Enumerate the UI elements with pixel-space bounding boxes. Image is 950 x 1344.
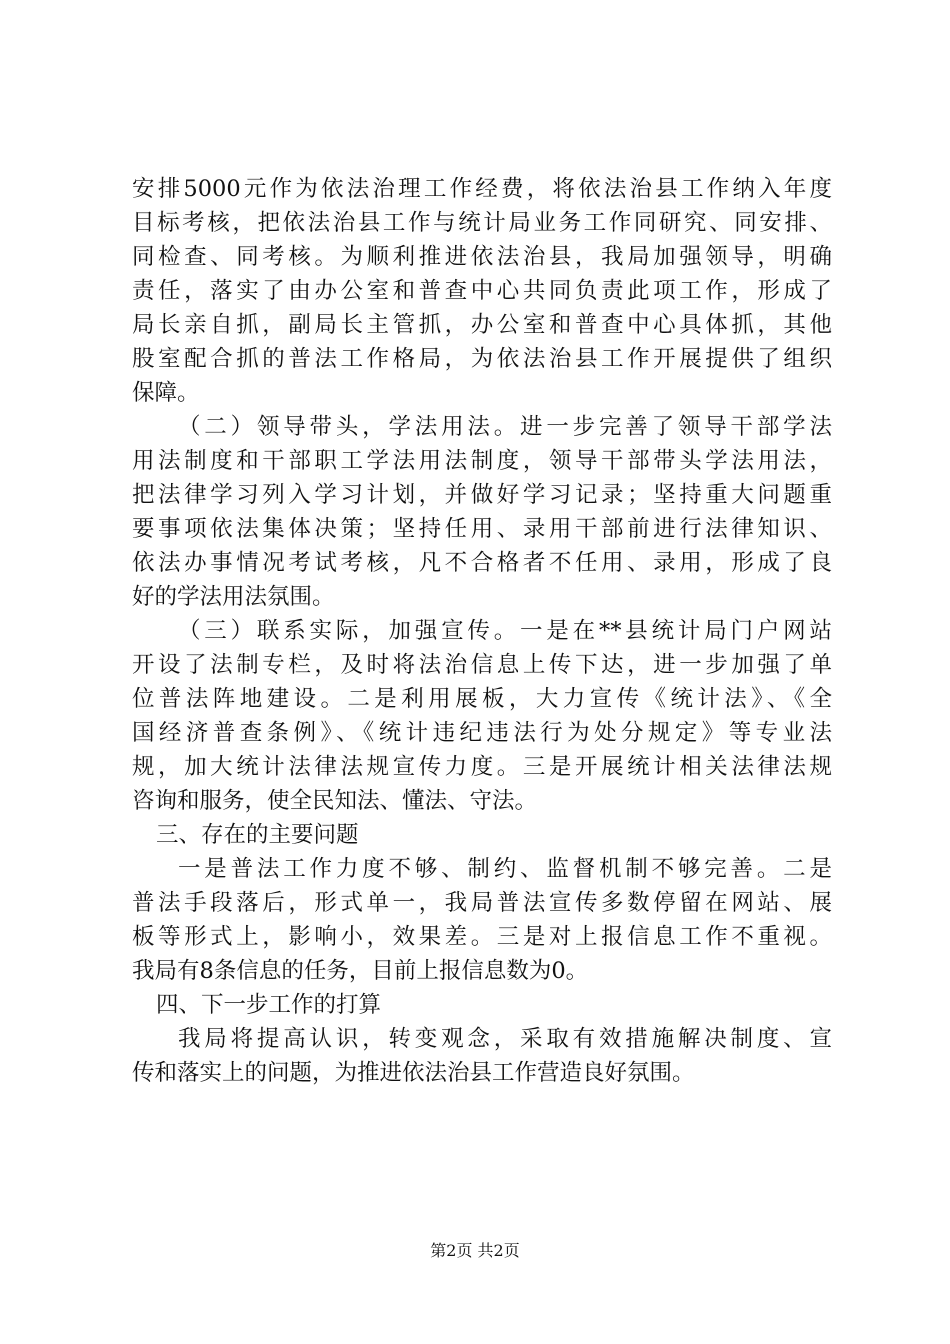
text-line: （二）领导带头，学法用法。进一步完善了领导干部学法 bbox=[178, 414, 832, 440]
text-line: 保障。 bbox=[132, 380, 200, 406]
text-line: 股室配合抓的普法工作格局，为依法治县工作开展提供了组织 bbox=[132, 346, 832, 372]
text-line: 我局将提高认识，转变观念，采取有效措施解决制度、宣 bbox=[178, 1026, 832, 1052]
text-line: 同检查、同考核。为顺利推进依法治县，我局加强领导，明确 bbox=[132, 244, 832, 270]
text-line: 开设了法制专栏，及时将法治信息上传下达，进一步加强了单 bbox=[132, 652, 832, 678]
section-heading: 四、下一步工作的打算 bbox=[156, 992, 382, 1018]
text-line: （三）联系实际，加强宣传。一是在**县统计局门户网站 bbox=[178, 618, 832, 644]
text-line: 传和落实上的问题，为推进依法治县工作营造良好氛围。 bbox=[132, 1060, 695, 1086]
text-line: 国经济普查条例》、《统计违纪违法行为处分规定》等专业法 bbox=[132, 720, 832, 746]
text-line: 普法手段落后，形式单一，我局普法宣传多数停留在网站、展 bbox=[132, 890, 832, 916]
page-number: 第2页 共2页 bbox=[430, 1241, 520, 1260]
text-line: 责任，落实了由办公室和普查中心共同负责此项工作，形成了 bbox=[132, 278, 832, 304]
section-heading: 三、存在的主要问题 bbox=[156, 822, 359, 848]
text-line: 我局有8条信息的任务，目前上报信息数为0。 bbox=[132, 958, 589, 984]
document-body bbox=[132, 172, 832, 1090]
text-line: 安排5000元作为依法治理工作经费，将依法治县工作纳入年度 bbox=[132, 176, 832, 202]
text-line: 位普法阵地建设。二是利用展板，大力宣传《统计法》、《全 bbox=[132, 686, 832, 712]
text-line: 把法律学习列入学习计划，并做好学习记录；坚持重大问题重 bbox=[132, 482, 832, 508]
text-line: 依法办事情况考试考核，凡不合格者不任用、录用，形成了良 bbox=[132, 550, 832, 576]
text-line: 板等形式上，影响小，效果差。三是对上报信息工作不重视。 bbox=[132, 924, 832, 950]
text-line: 一是普法工作力度不够、制约、监督机制不够完善。二是 bbox=[178, 856, 832, 882]
text-line: 要事项依法集体决策；坚持任用、录用干部前进行法律知识、 bbox=[132, 516, 832, 542]
text-line: 规，加大统计法律法规宣传力度。三是开展统计相关法律法规 bbox=[132, 754, 832, 780]
text-line: 用法制度和干部职工学法用法制度，领导干部带头学法用法， bbox=[132, 448, 832, 474]
text-line: 咨询和服务，使全民知法、懂法、守法。 bbox=[132, 788, 538, 814]
text-line: 目标考核，把依法治县工作与统计局业务工作同研究、同安排、 bbox=[132, 210, 832, 236]
text-line: 好的学法用法氛围。 bbox=[132, 584, 335, 610]
text-line: 局长亲自抓，副局长主管抓，办公室和普查中心具体抓，其他 bbox=[132, 312, 832, 338]
